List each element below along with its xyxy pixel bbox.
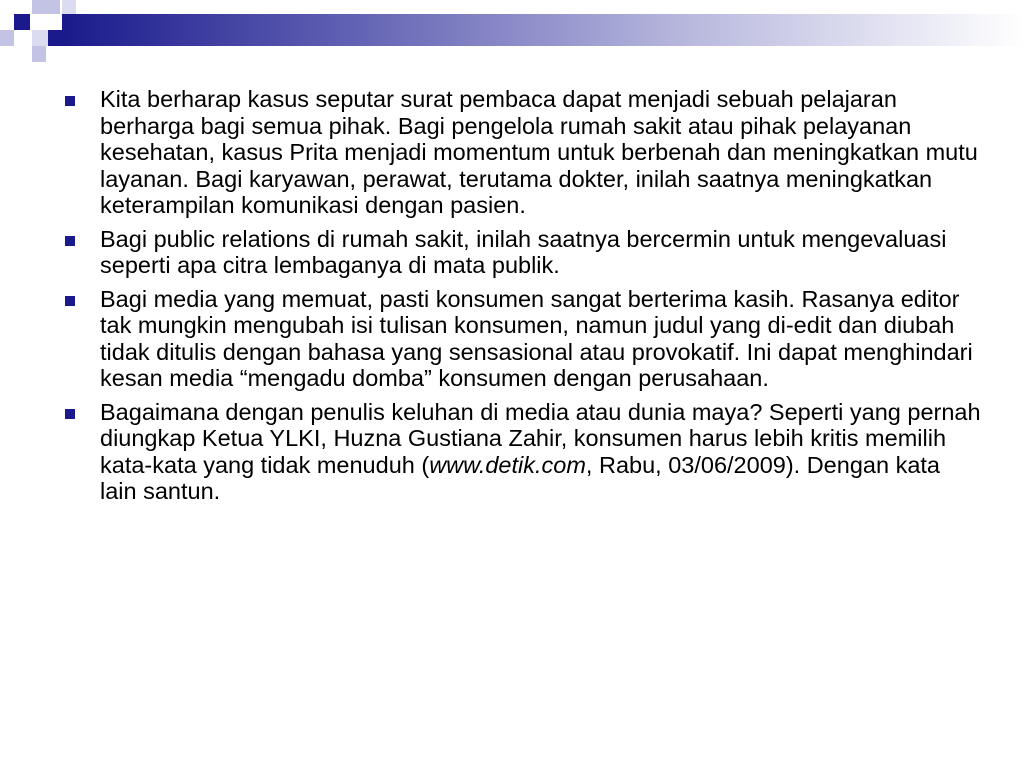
bullet-text: Bagi public relations di rumah sakit, inilah saatnya bercermin untuk mengevaluasi seperti apa citra lembaganya di mata publik. — [100, 225, 947, 278]
deco-square — [32, 0, 60, 14]
square-bullet-icon — [65, 296, 75, 306]
square-bullet-icon — [65, 409, 75, 419]
bullet-text-before: Bagaimana dengan penulis keluhan di media atau dunia maya? Seperti yang pernah diungkap Ketua YLKI, Huzna Gustiana Zahir, konsumen harus lebih kritis memilih kata-kata yang tidak menuduh ( — [100, 398, 981, 478]
bullet-text: Kita berharap kasus seputar surat pembaca dapat menjadi sebuah pelajaran berharga bagi semua pihak. Bagi pengelola rumah sakit atau pihak pelayanan kesehatan, kasus Prita menjadi momentum untuk berbenah dan meningkatkan mutu layanan. Bagi karyawan, perawat, terutama dokter, inilah saatnya meningkatkan keterampilan komunikasi dengan pasien. — [100, 86, 978, 218]
bullet-item — [62, 399, 982, 505]
header-gradient-bar — [62, 14, 1024, 46]
bullet-item — [62, 226, 982, 279]
bullet-text: Bagi media yang memuat, pasti konsumen sangat berterima kasih. Rasanya editor tak mungkin mengubah isi tulisan konsumen, namun judul yang di-edit dan diubah tidak ditulis dengan bahasa yang sensasional atau provokatif. Ini dapat menghindari kesan media “mengadu domba” konsumen dengan perusahaan. — [100, 285, 973, 391]
square-bullet-icon — [65, 236, 75, 246]
deco-square — [48, 30, 62, 46]
source-link: www.detik.com — [429, 451, 586, 478]
deco-square — [32, 30, 48, 46]
deco-square — [32, 46, 46, 62]
slide-content — [62, 86, 982, 512]
deco-square — [62, 0, 76, 14]
bullet-list — [62, 86, 982, 505]
bullet-text-after: , Rabu, 03/06/2009). Dengan kata lain santun. — [100, 451, 940, 504]
deco-square — [14, 14, 30, 30]
square-bullet-icon — [65, 96, 75, 106]
deco-square — [0, 30, 14, 46]
bullet-item — [62, 86, 982, 219]
bullet-item — [62, 286, 982, 392]
